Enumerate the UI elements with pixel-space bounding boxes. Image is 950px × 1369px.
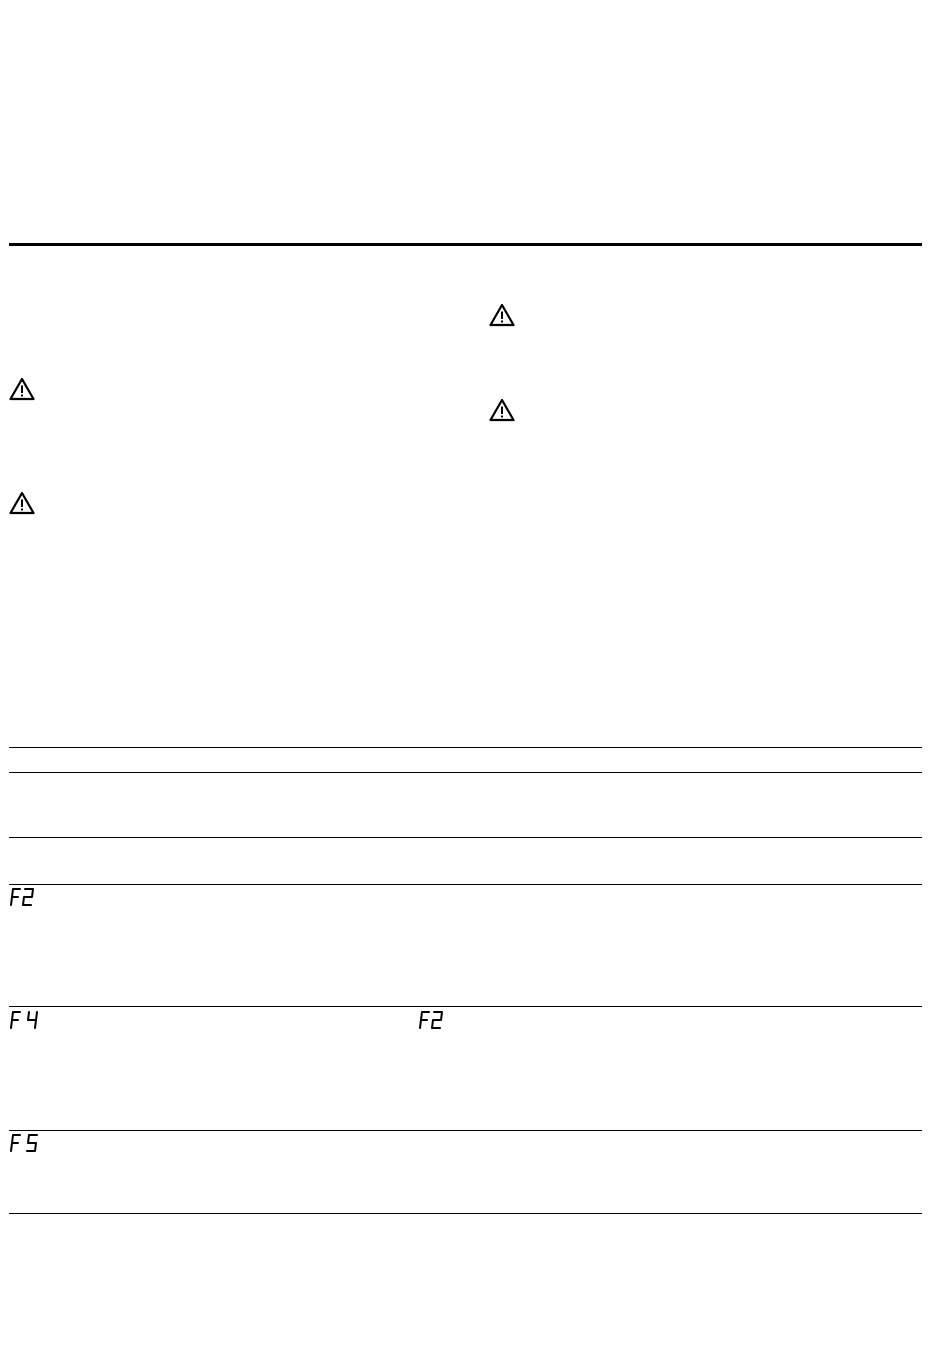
table-top-rule xyxy=(9,747,922,748)
table-header-rule xyxy=(9,772,922,773)
warning-triangle-icon xyxy=(9,491,35,515)
table-row-rule xyxy=(9,1006,922,1007)
fault-table xyxy=(9,746,922,1216)
page-header-area xyxy=(9,0,922,240)
remedy-code-f2 xyxy=(419,1010,445,1032)
table-row-rule xyxy=(9,884,922,885)
fault-code-f4 xyxy=(10,1010,42,1032)
safety-section xyxy=(9,250,922,740)
table-row-rule xyxy=(9,1130,922,1131)
section-divider xyxy=(9,243,922,246)
table-bottom-rule xyxy=(9,1213,922,1214)
fault-code-f5 xyxy=(10,1133,42,1155)
warning-triangle-icon xyxy=(9,377,35,401)
warning-triangle-icon xyxy=(489,303,515,327)
table-row-rule xyxy=(9,837,922,838)
fault-code-f2 xyxy=(10,887,36,909)
warning-triangle-icon xyxy=(489,398,515,422)
